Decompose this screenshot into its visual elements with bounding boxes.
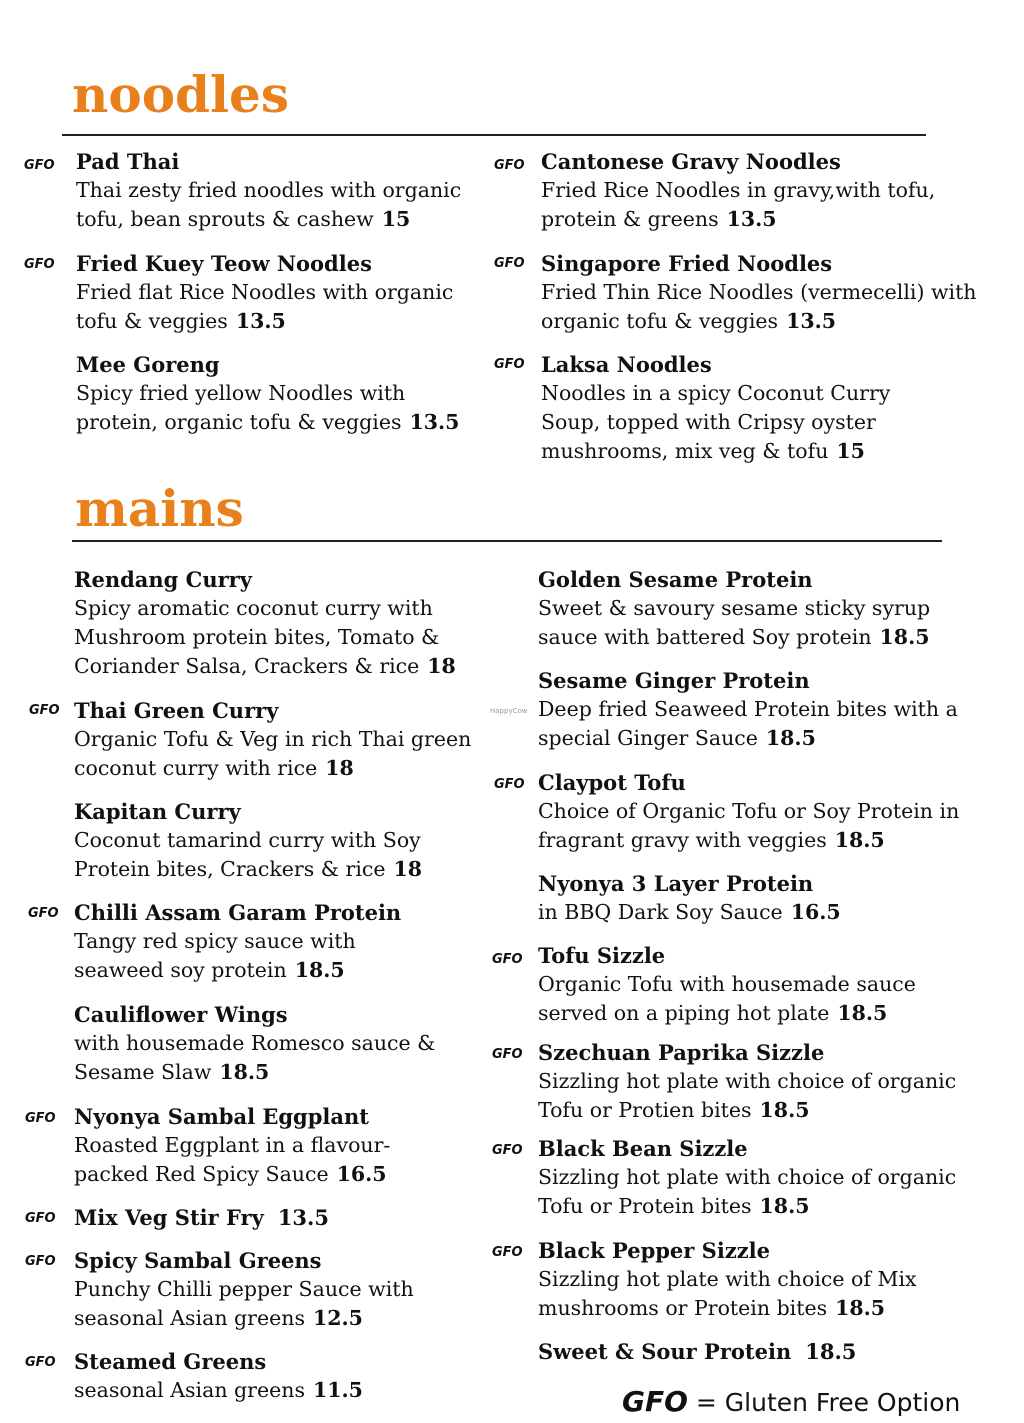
- item-name: Sweet & Sour Protein: [538, 1339, 792, 1364]
- gfo-badge: GFO: [492, 1143, 523, 1158]
- item-price: 18.5: [294, 958, 345, 982]
- item-name: Steamed Greens: [74, 1349, 267, 1374]
- item-name: Claypot Tofu: [538, 770, 686, 795]
- menu-item-laksa-noodles: [494, 350, 941, 466]
- happycow-watermark: HappyCow: [490, 707, 528, 715]
- item-price: 18.5: [759, 1098, 810, 1122]
- item-name: Mee Goreng: [76, 352, 220, 377]
- item-price: 13.5: [235, 309, 286, 333]
- item-description: seasonal Asian greens: [74, 1378, 305, 1402]
- menu-item-sesame-ginger-protein: [538, 666, 993, 753]
- menu-item-cantonese-gravy-noodles: [494, 147, 981, 234]
- menu-item-cauliflower-wings: [74, 1000, 474, 1087]
- menu-item-nyonya-sambal-eggplant: [25, 1102, 419, 1189]
- item-name: Tofu Sizzle: [538, 943, 666, 968]
- menu-item-mee-goreng: [76, 350, 491, 437]
- gfo-badge: GFO: [494, 158, 525, 173]
- item-name: Mix Veg Stir Fry: [74, 1205, 264, 1230]
- item-description: Fried Thin Rice Noodles (vermecelli) with organic tofu & veggies: [541, 280, 977, 333]
- item-name: Black Pepper Sizzle: [538, 1238, 771, 1263]
- item-price: 13.5: [409, 410, 460, 434]
- gfo-badge: GFO: [24, 158, 55, 173]
- menu-item-chilli-assam-garam-protein: [28, 898, 414, 985]
- item-price: 18.5: [219, 1060, 270, 1084]
- menu-item-rendang-curry: [74, 565, 484, 681]
- gfo-badge: GFO: [28, 906, 59, 921]
- legend-equals: =: [695, 1388, 717, 1417]
- menu-item-thai-green-curry: [29, 696, 479, 783]
- menu-item-spicy-sambal-greens: [25, 1246, 474, 1333]
- menu-item-mix-veg-stir-fry: [25, 1203, 474, 1232]
- item-description: in BBQ Dark Soy Sauce: [538, 900, 783, 924]
- item-price: 16.5: [336, 1162, 387, 1186]
- item-price: 18.5: [835, 1296, 886, 1320]
- item-price: 18.5: [805, 1339, 857, 1364]
- legend-abbreviation: GFO: [622, 1385, 688, 1418]
- item-name: Rendang Curry: [74, 567, 252, 592]
- menu-item-black-pepper-sizzle: [492, 1236, 958, 1323]
- item-name: Singapore Fried Noodles: [541, 251, 833, 276]
- mains-divider: [72, 540, 942, 542]
- item-price: 18: [393, 857, 423, 881]
- item-price: 15: [381, 207, 411, 231]
- noodles-divider: [62, 134, 926, 136]
- gfo-badge: GFO: [492, 1245, 523, 1260]
- item-name: Cauliflower Wings: [74, 1002, 288, 1027]
- item-description: Organic Tofu & Veg in rich Thai green coconut curry with rice: [74, 727, 472, 780]
- menu-item-steamed-greens: [25, 1347, 474, 1405]
- item-name: Szechuan Paprika Sizzle: [538, 1040, 825, 1065]
- item-price: 13.5: [277, 1205, 329, 1230]
- item-price: 18.5: [837, 1001, 888, 1025]
- mains-section-title: mains: [75, 479, 244, 538]
- item-description: Coconut tamarind curry with Soy Protein bites, Crackers & rice: [74, 828, 421, 881]
- item-name: Pad Thai: [76, 149, 180, 174]
- item-description: Punchy Chilli pepper Sauce with seasonal Asian greens: [74, 1277, 414, 1330]
- item-name: Fried Kuey Teow Noodles: [76, 251, 372, 276]
- menu-item-claypot-tofu: [494, 768, 993, 855]
- item-description: Noodles in a spicy Coconut Curry Soup, topped with Cripsy oyster mushrooms, mix veg & tofu: [541, 381, 891, 463]
- menu-item-pad-thai: [24, 147, 491, 234]
- gfo-badge: GFO: [24, 257, 55, 272]
- item-description: Tangy red spicy sauce with seaweed soy protein: [74, 929, 356, 982]
- item-name: Chilli Assam Garam Protein: [74, 900, 402, 925]
- item-description: Roasted Eggplant in a flavour-packed Red Spicy Sauce: [74, 1133, 391, 1186]
- item-price: 11.5: [312, 1378, 363, 1402]
- item-description: Thai zesty fried noodles with organic tofu, bean sprouts & cashew: [76, 178, 462, 231]
- gfo-badge: GFO: [25, 1211, 56, 1226]
- item-description: Fried flat Rice Noodles with organic tofu & veggies: [76, 280, 454, 333]
- item-name: Laksa Noodles: [541, 352, 712, 377]
- menu-item-golden-sesame-protein: [538, 565, 968, 652]
- menu-item-fried-kuey-teow: [24, 249, 481, 336]
- item-description: Choice of Organic Tofu or Soy Protein in fragrant gravy with veggies: [538, 799, 960, 852]
- item-price: 18: [325, 756, 354, 780]
- item-description: Spicy aromatic coconut curry with Mushroom protein bites, Tomato & Coriander Salsa, Crackers & rice: [74, 596, 440, 678]
- menu-item-szechuan-paprika-sizzle: [492, 1038, 986, 1125]
- item-price: 13.5: [726, 207, 777, 231]
- gfo-legend: [622, 1385, 960, 1418]
- item-description: Sizzling hot plate with choice of Mix mushrooms or Protein bites: [538, 1267, 917, 1320]
- item-description: Fried Rice Noodles in gravy,with tofu, protein & greens: [541, 178, 936, 231]
- item-price: 18.5: [834, 828, 885, 852]
- item-price: 16.5: [790, 900, 841, 924]
- item-description: Sizzling hot plate with choice of organic Tofu or Protein bites: [538, 1165, 957, 1218]
- item-name: Golden Sesame Protein: [538, 567, 813, 592]
- item-price: 18: [427, 654, 456, 678]
- item-name: Thai Green Curry: [74, 698, 279, 723]
- gfo-badge: GFO: [25, 1254, 56, 1269]
- legend-text: Gluten Free Option: [724, 1388, 961, 1417]
- item-price: 18.5: [759, 1194, 810, 1218]
- gfo-badge: GFO: [492, 952, 523, 967]
- item-description: with housemade Romesco sauce & Sesame Slaw: [74, 1031, 436, 1084]
- item-description: Sweet & savoury sesame sticky syrup sauce with battered Soy protein: [538, 596, 931, 649]
- menu-item-singapore-fried-noodles: [494, 249, 981, 336]
- noodles-section-title: noodles: [72, 65, 289, 124]
- gfo-badge: GFO: [494, 777, 525, 792]
- menu-item-nyonya-3-layer-protein: [538, 869, 978, 927]
- item-price: 18.5: [765, 726, 816, 750]
- item-price: 15: [836, 439, 865, 463]
- item-description: Deep fried Seaweed Protein bites with a special Ginger Sauce: [538, 697, 958, 750]
- gfo-badge: GFO: [25, 1111, 56, 1126]
- menu-item-tofu-sizzle: [492, 941, 958, 1028]
- item-name: Nyonya 3 Layer Protein: [538, 871, 814, 896]
- item-name: Cantonese Gravy Noodles: [541, 149, 841, 174]
- item-price: 18.5: [879, 625, 930, 649]
- item-description: Sizzling hot plate with choice of organic Tofu or Protien bites: [538, 1069, 957, 1122]
- menu-item-sweet-sour-protein: [538, 1337, 958, 1366]
- gfo-badge: GFO: [494, 357, 525, 372]
- gfo-badge: GFO: [492, 1047, 523, 1062]
- item-name: Black Bean Sizzle: [538, 1136, 748, 1161]
- gfo-badge: GFO: [494, 256, 525, 271]
- item-name: Sesame Ginger Protein: [538, 668, 810, 693]
- menu-item-kapitan-curry: [74, 797, 479, 884]
- gfo-badge: GFO: [29, 703, 60, 718]
- item-description: Organic Tofu with housemade sauce served on a piping hot plate: [538, 972, 916, 1025]
- item-name: Spicy Sambal Greens: [74, 1248, 322, 1273]
- item-description: Spicy fried yellow Noodles with protein, organic tofu & veggies: [76, 381, 406, 434]
- item-name: Kapitan Curry: [74, 799, 241, 824]
- item-price: 12.5: [312, 1306, 363, 1330]
- menu-item-black-bean-sizzle: [492, 1134, 986, 1221]
- gfo-badge: GFO: [25, 1355, 56, 1370]
- item-price: 13.5: [786, 309, 836, 333]
- item-name: Nyonya Sambal Eggplant: [74, 1104, 369, 1129]
